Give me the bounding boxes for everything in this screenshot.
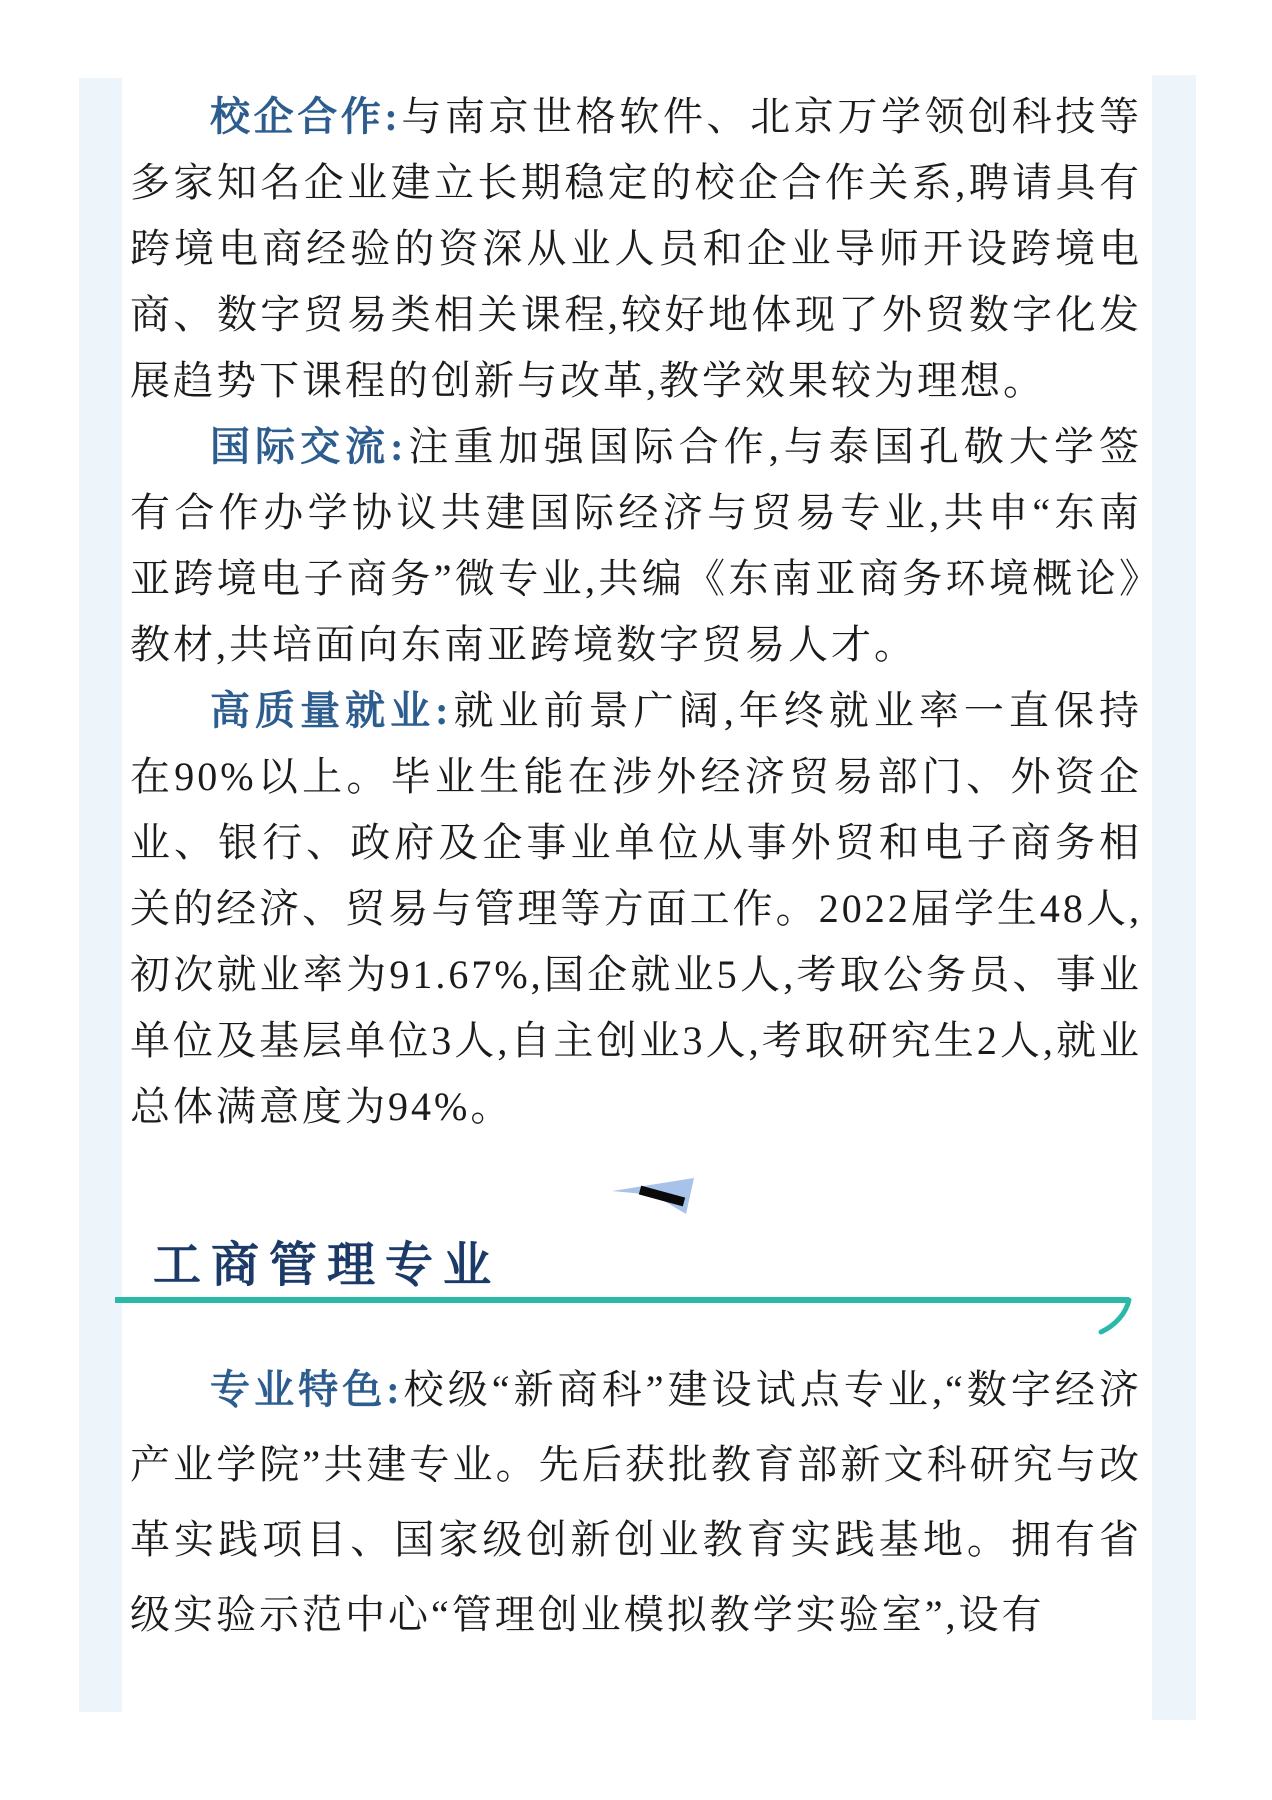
- document-body-bottom: [130, 1352, 1142, 1652]
- left-margin-strip: [79, 78, 122, 1712]
- paragraph-label: 国际交流:: [210, 424, 407, 469]
- paragraph-school-enterprise: [130, 84, 1142, 414]
- paragraph-text: 与南京世格软件、北京万学领创科技等多家知名企业建立长期稳定的校企合作关系,聘请具有跨境电商经验的资深从业人员和企业导师开设跨境电商、数字贸易类相关课程,较好地体现了外贸数字化发展趋势下课程的创新与改革,教学效果较为理想。: [130, 94, 1142, 403]
- section-underline-rule: [113, 1294, 1135, 1338]
- paragraph-text: 就业前景广阔,年终就业率一直保持在90%以上。毕业生能在涉外经济贸易部门、外资企业、银行、政府及企事业单位从事外贸和电子商务相关的经济、贸易与管理等方面工作。2022届学生48人,初次就业率为91.67%,国企就业5人,考取公务员、事业单位及基层单位3人,自主创业3人,考取研究生2人,就业总体满意度为94%。: [130, 688, 1142, 1129]
- paragraph-label: 专业特色:: [210, 1367, 403, 1412]
- paragraph-label: 高质量就业:: [210, 688, 452, 733]
- document-body-top: [130, 84, 1142, 1140]
- paragraph-employment: [130, 678, 1142, 1140]
- paragraph-text: 校级“新商科”建设试点专业,“数字经济产业学院”共建专业。先后获批教育部新文科研究与改革实践项目、国家级创新创业教育实践基地。拥有省级实验示范中心“管理创业模拟教学实验室”,设有: [130, 1367, 1142, 1637]
- paper-plane-icon: [612, 1178, 694, 1218]
- paragraph-major-features: [130, 1352, 1142, 1652]
- section-title: 工商管理专业: [153, 1239, 502, 1292]
- paragraph-label: 校企合作:: [210, 94, 401, 139]
- paragraph-text: 注重加强国际合作,与泰国孔敬大学签有合作办学协议共建国际经济与贸易专业,共申“东南亚跨境电子商务”微专业,共编《东南亚商务环境概论》教材,共培面向东南亚跨境数字贸易人才。: [130, 424, 1142, 667]
- right-margin-strip: [1152, 75, 1196, 1720]
- paragraph-international-exchange: [130, 414, 1142, 678]
